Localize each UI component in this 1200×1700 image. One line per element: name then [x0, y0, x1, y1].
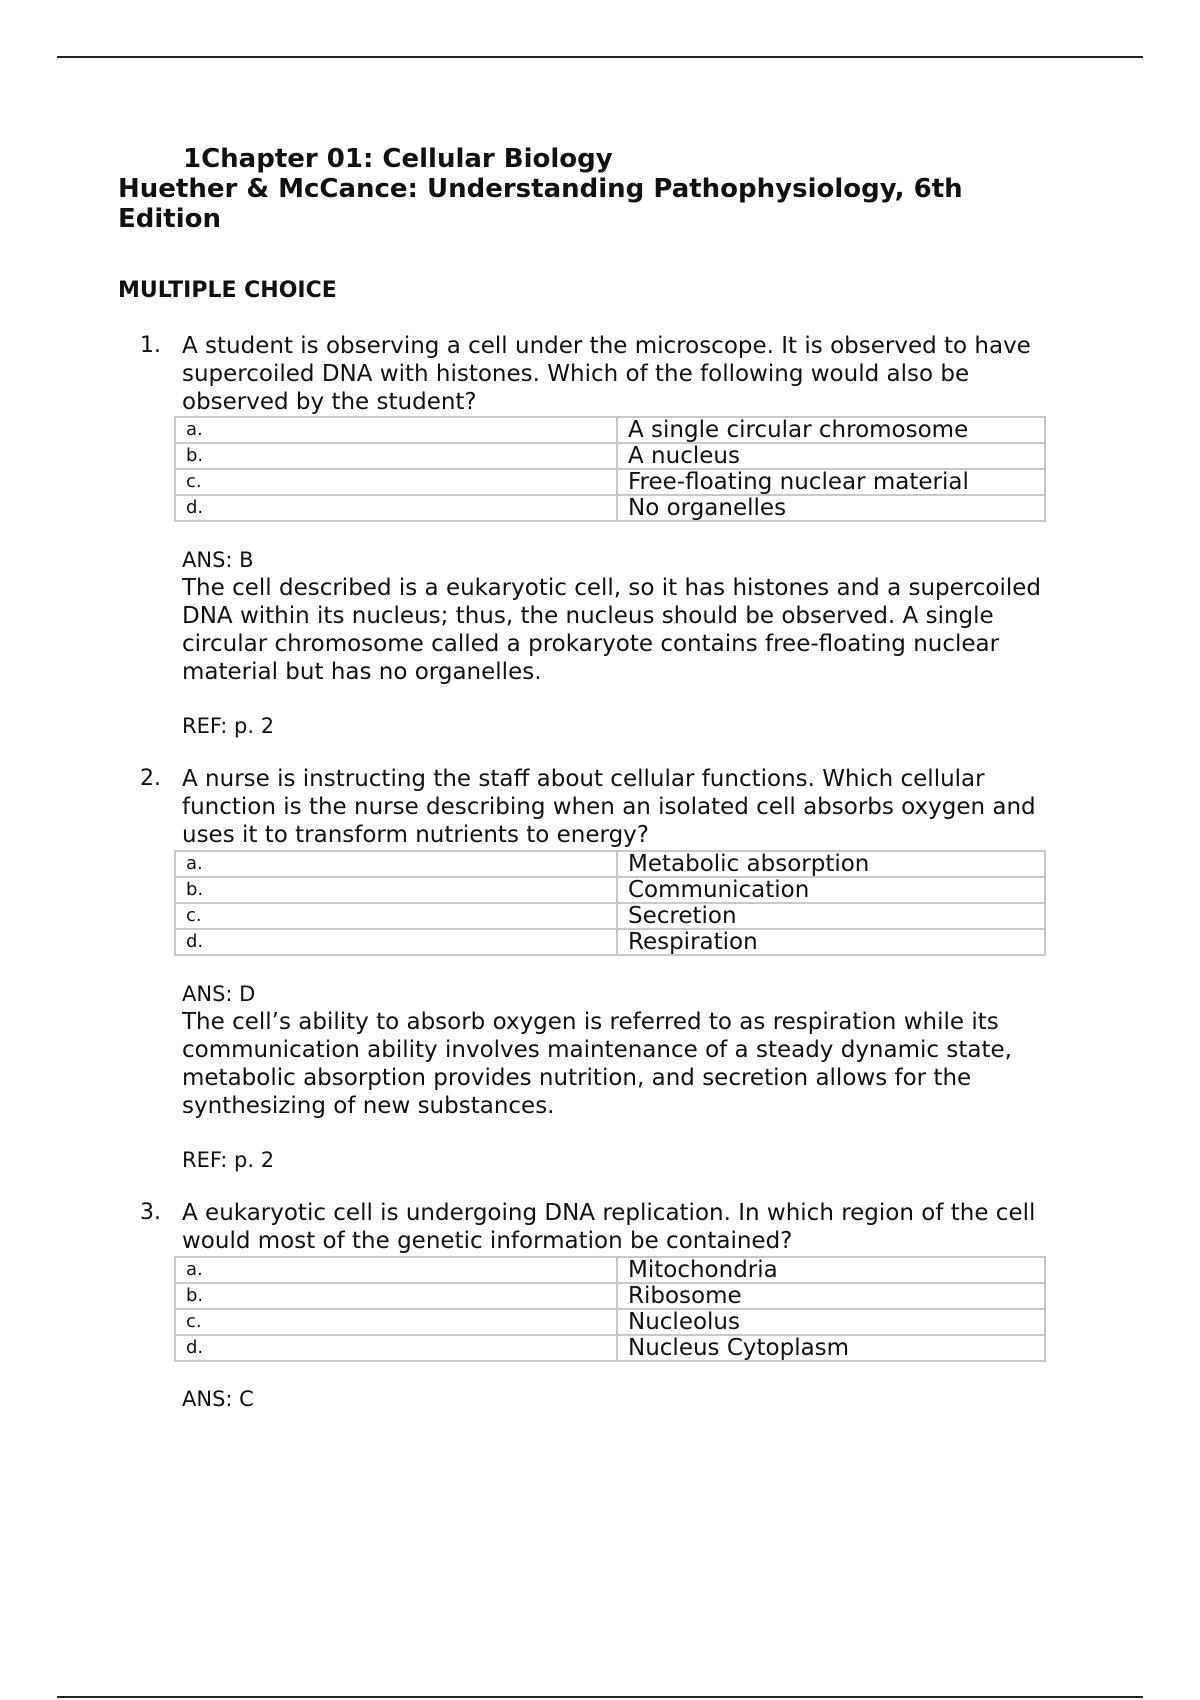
- options-table: [174, 416, 1046, 522]
- option-row: [175, 1257, 1045, 1283]
- option-text: Metabolic absorption: [617, 851, 1045, 877]
- answer: ANS: B: [182, 548, 254, 572]
- option-text: A nucleus: [617, 443, 1045, 469]
- option-text: A single circular chromosome: [617, 417, 1045, 443]
- option-row: [175, 417, 1045, 443]
- answer: ANS: D: [182, 982, 256, 1006]
- option-row: [175, 877, 1045, 903]
- option-letter: b.: [175, 443, 617, 469]
- rationale: The cell described is a eukaryotic cell, so it has histones and a supercoiled DNA within its nucleus; thus, the nucleus should be observed. A single circular chromosome called a prokaryote contains free-floating nuclear material but has no organelles.: [182, 575, 1041, 685]
- chapter-title: 1Chapter 01: Cellular Biology: [183, 144, 613, 174]
- option-row: [175, 929, 1045, 955]
- option-text: Nucleolus: [617, 1309, 1045, 1335]
- option-letter: b.: [175, 1283, 617, 1309]
- question-number: 2.: [140, 766, 161, 791]
- reference: REF: p. 2: [182, 1148, 275, 1172]
- reference: REF: p. 2: [182, 714, 275, 738]
- option-letter: c.: [175, 903, 617, 929]
- bottom-rule: [57, 1696, 1143, 1698]
- option-row: [175, 903, 1045, 929]
- question-stem: A eukaryotic cell is undergoing DNA replication. In which region of the cell would most of the genetic information be contained?: [182, 1200, 1036, 1254]
- option-text: No organelles: [617, 495, 1045, 521]
- option-row: [175, 851, 1045, 877]
- option-text: Communication: [617, 877, 1045, 903]
- option-row: [175, 443, 1045, 469]
- book-title: Huether & McCance: Understanding Pathophysiology, 6th Edition: [118, 174, 963, 234]
- option-row: [175, 495, 1045, 521]
- option-letter: d.: [175, 929, 617, 955]
- option-letter: a.: [175, 1257, 617, 1283]
- option-letter: a.: [175, 417, 617, 443]
- option-text: Mitochondria: [617, 1257, 1045, 1283]
- section-heading: MULTIPLE CHOICE: [118, 278, 337, 303]
- rationale: The cell’s ability to absorb oxygen is referred to as respiration while its communication ability involves maintenance of a steady dynamic state, metabolic absorption provides nutrition, and secretion allows for the synthesizing of new substances.: [182, 1009, 1012, 1119]
- option-letter: c.: [175, 469, 617, 495]
- option-row: [175, 1283, 1045, 1309]
- option-text: Nucleus Cytoplasm: [617, 1335, 1045, 1361]
- option-text: Respiration: [617, 929, 1045, 955]
- option-letter: c.: [175, 1309, 617, 1335]
- option-text: Secretion: [617, 903, 1045, 929]
- option-row: [175, 1335, 1045, 1361]
- option-text: Free-floating nuclear material: [617, 469, 1045, 495]
- option-letter: d.: [175, 495, 617, 521]
- options-table: [174, 1256, 1046, 1362]
- option-letter: d.: [175, 1335, 617, 1361]
- option-row: [175, 469, 1045, 495]
- options-table: [174, 850, 1046, 956]
- question-stem: A student is observing a cell under the microscope. It is observed to have supercoiled DNA with histones. Which of the following would also be observed by the student?: [182, 333, 1031, 415]
- question-number: 3.: [140, 1200, 161, 1225]
- answer: ANS: C: [182, 1387, 254, 1411]
- option-text: Ribosome: [617, 1283, 1045, 1309]
- option-row: [175, 1309, 1045, 1335]
- top-rule: [57, 56, 1143, 58]
- option-letter: b.: [175, 877, 617, 903]
- option-letter: a.: [175, 851, 617, 877]
- question-number: 1.: [140, 333, 161, 358]
- question-stem: A nurse is instructing the staff about cellular functions. Which cellular function is the nurse describing when an isolated cell absorbs oxygen and uses it to transform nutrients to energy?: [182, 766, 1036, 848]
